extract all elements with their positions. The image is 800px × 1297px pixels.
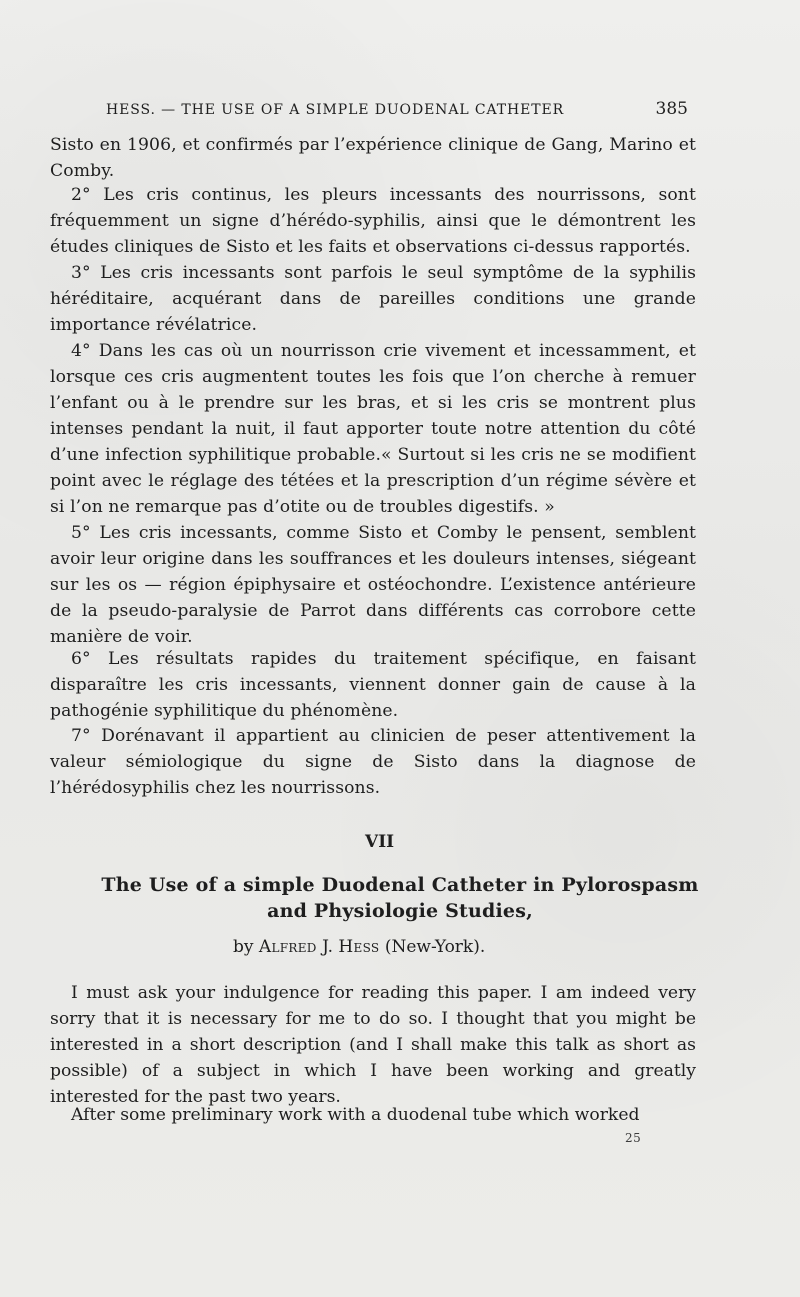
numbered-paragraph-7: 7° Dorénavant il appartient au clinicien de peser attentivement la valeur sémiologique du signe de Sisto dans la diagnose de l’hérédosyphilis chez les nourrissons.: [50, 726, 696, 798]
section-title-line-1: The Use of a simple Duodenal Catheter in Pylorospasm: [101, 874, 699, 896]
byline-prefix: by: [233, 937, 259, 957]
running-header: [106, 101, 688, 125]
page-number: 385: [655, 99, 688, 119]
numbered-paragraph-3: 3° Les cris incessants sont parfois le seul symptôme de la syphilis héréditaire, acquérant dans de pareilles conditions une grande importance révélatrice.: [50, 263, 696, 335]
author-last-name: Hess: [338, 937, 380, 957]
author-first-name: Alfred: [258, 937, 317, 957]
section-title-line-2: and Physiologie Studies,: [267, 900, 533, 922]
author-byline: [233, 934, 485, 960]
numbered-paragraph-5: 5° Les cris incessants, comme Sisto et Comby le pensent, semblent avoir leur origine dans les souffrances et les douleurs intenses, siégeant sur les os — région épiphysaire et ostéochondre. L’existence antérieure de la pseudo-paralysie de Parrot dans différents cas corrobore cette manière de voir.: [50, 523, 696, 647]
lecture-paragraph-2: After some preliminary work with a duodenal tube which worked: [71, 1105, 640, 1125]
lecture-paragraph-1: I must ask your indulgence for reading this paper. I am indeed very sorry that it is necessary for me to do so. I thought that you might be interested in a short description (and I shall make this talk as short as possible) of a subject in which I have been working and greatly interested for the past two years.: [50, 983, 696, 1107]
running-title: HESS. — THE USE OF A SIMPLE DUODENAL CATHETER: [106, 102, 565, 118]
section-number: VII: [365, 832, 395, 852]
printer-signature: 25: [625, 1131, 642, 1145]
continued-paragraph: Sisto en 1906, et confirmés par l’expérience clinique de Gang, Marino et Comby.: [50, 135, 696, 181]
byline-suffix: (New-York).: [379, 937, 486, 957]
author-middle-name: J.: [316, 937, 339, 957]
numbered-paragraph-4: 4° Dans les cas où un nourrisson crie vivement et incessamment, et lorsque ces cris augmentent toutes les fois que l’on cherche à remuer l’enfant ou à le prendre sur les bras, et si les cris se montrent plus intenses pendant la nuit, il faut apporter toute notre attention du côté d’une infection syphilitique probable.« Surtout si les cris ne se modifient point avec le réglage des tétées et la prescription d’un régime sévère et si l’on ne remarque pas d’otite ou de troubles digestifs. »: [50, 341, 696, 517]
numbered-paragraph-6: 6° Les résultats rapides du traitement spécifique, en faisant disparaître les cris incessants, viennent donner gain de cause à la pathogénie syphilitique du phénomène.: [50, 649, 696, 721]
numbered-paragraph-2: 2° Les cris continus, les pleurs incessants des nourrissons, sont fréquemment un signe d’hérédo-syphilis, ainsi que le démontrent les études cliniques de Sisto et les faits et observations ci-dessus rapportés.: [50, 185, 696, 257]
